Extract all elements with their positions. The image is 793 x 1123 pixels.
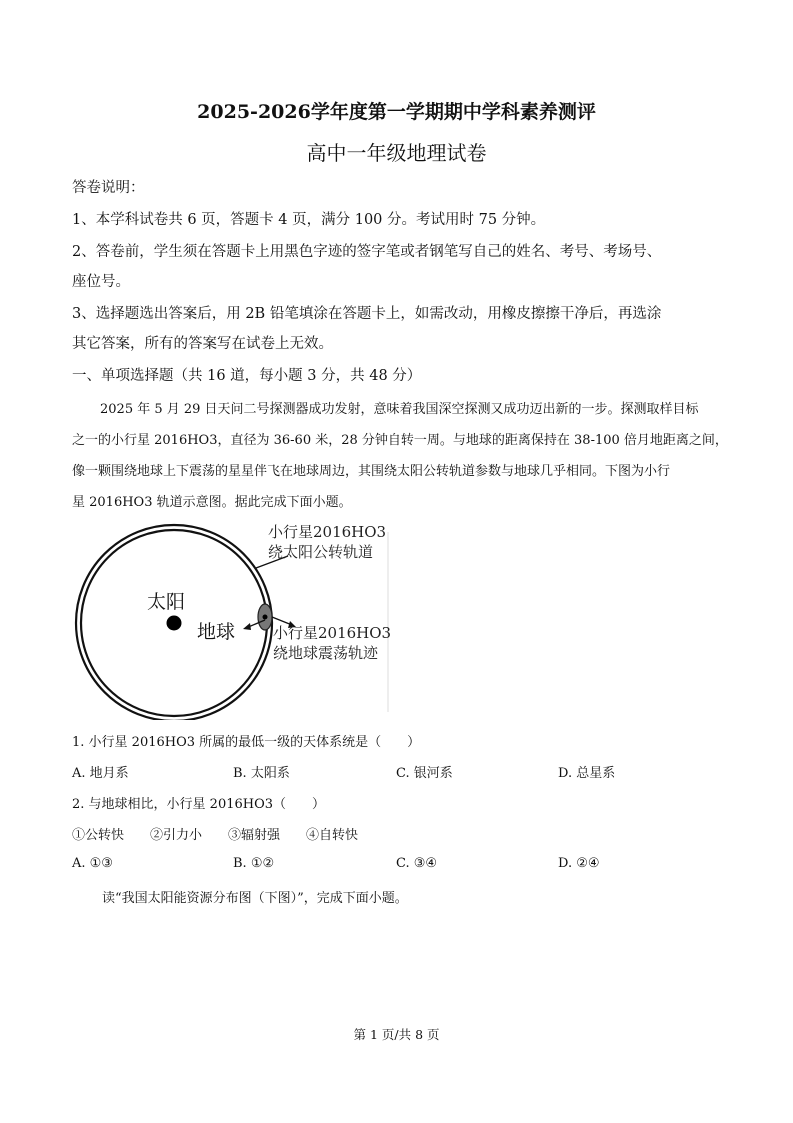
question-1-stem: 1. 小行星 2016HO3 所属的最低一级的天体系统是（ ） <box>72 735 421 750</box>
question-2-stem: 2. 与地球相比，小行星 2016HO3（ ） <box>72 797 326 812</box>
earth-pointer-arrowhead <box>243 623 251 630</box>
passage-line-3: 像一颗围绕地球上下震荡的星星伴飞在地球周边，其围绕太阳公转轨道参数与地球几乎相同。下图为小行 <box>72 464 671 479</box>
label-orbit-line-1: 小行星2016HO3 <box>268 523 387 541</box>
question-1-option-d: D. 总星系 <box>558 766 616 781</box>
section-heading: 一、单项选择题（共 16 道，每小题 3 分，共 48 分） <box>72 368 422 384</box>
passage-line-2: 之一的小行星 2016HO3，直径为 36-60 米，28 分钟自转一周。与地球的距离保持在 38-100 倍月地距离之间， <box>72 433 728 448</box>
label-orbit-line-2: 绕太阳公转轨道 <box>268 543 374 561</box>
question-2-option-b: B. ①② <box>233 856 275 871</box>
label-oscillation-line-1: 小行星2016HO3 <box>273 624 392 642</box>
instruction-item-3-line-2: 其它答案，所有的答案写在试卷上无效。 <box>72 336 333 352</box>
question-1-option-a: A. 地月系 <box>72 766 129 781</box>
earth-dot <box>263 615 268 620</box>
exam-title: 2025-2026学年度第一学期期中学科素养测评 <box>197 101 596 123</box>
page-footer: 第 1 页/共 8 页 <box>353 1027 440 1042</box>
sun-dot <box>167 616 182 631</box>
passage-line-4: 星 2016HO3 轨道示意图。据此完成下面小题。 <box>72 495 352 510</box>
label-sun: 太阳 <box>147 591 186 613</box>
instruction-item-1: 1、本学科试卷共 6 页，答题卡 4 页，满分 100 分。考试用时 75 分钟。 <box>72 212 546 228</box>
label-oscillation-line-2: 绕地球震荡轨迹 <box>273 644 379 662</box>
instructions-heading: 答卷说明： <box>72 180 145 196</box>
orbit-diagram <box>66 520 396 720</box>
question-2-statements: ①公转快 ②引力小 ③辐射强 ④自转快 <box>72 828 359 843</box>
instruction-item-3-line-1: 3、选择题选出答案后，用 2B 铅笔填涂在答题卡上，如需改动，用橡皮擦擦干净后，再选涂 <box>72 306 662 322</box>
instruction-item-2-line-2: 座位号。 <box>72 274 130 290</box>
next-section-intro: 读“我国太阳能资源分布图（下图）”，完成下面小题。 <box>102 891 408 906</box>
label-earth: 地球 <box>197 621 236 643</box>
question-2-option-a: A. ①③ <box>72 856 113 871</box>
exam-subtitle: 高中一年级地理试卷 <box>306 141 487 165</box>
question-1-option-b: B. 太阳系 <box>233 766 290 781</box>
question-2-option-d: D. ②④ <box>558 856 600 871</box>
question-1-option-c: C. 银河系 <box>396 766 453 781</box>
instruction-item-2-line-1: 2、答卷前，学生须在答题卡上用黑色字迹的签字笔或者钢笔写自己的姓名、考号、考场号、 <box>72 244 662 260</box>
question-2-option-c: C. ③④ <box>396 856 438 871</box>
passage-line-1: 2025 年 5 月 29 日天问二号探测器成功发射，意味着我国深空探测又成功迈出新的一步。探测取样目标 <box>100 402 699 417</box>
